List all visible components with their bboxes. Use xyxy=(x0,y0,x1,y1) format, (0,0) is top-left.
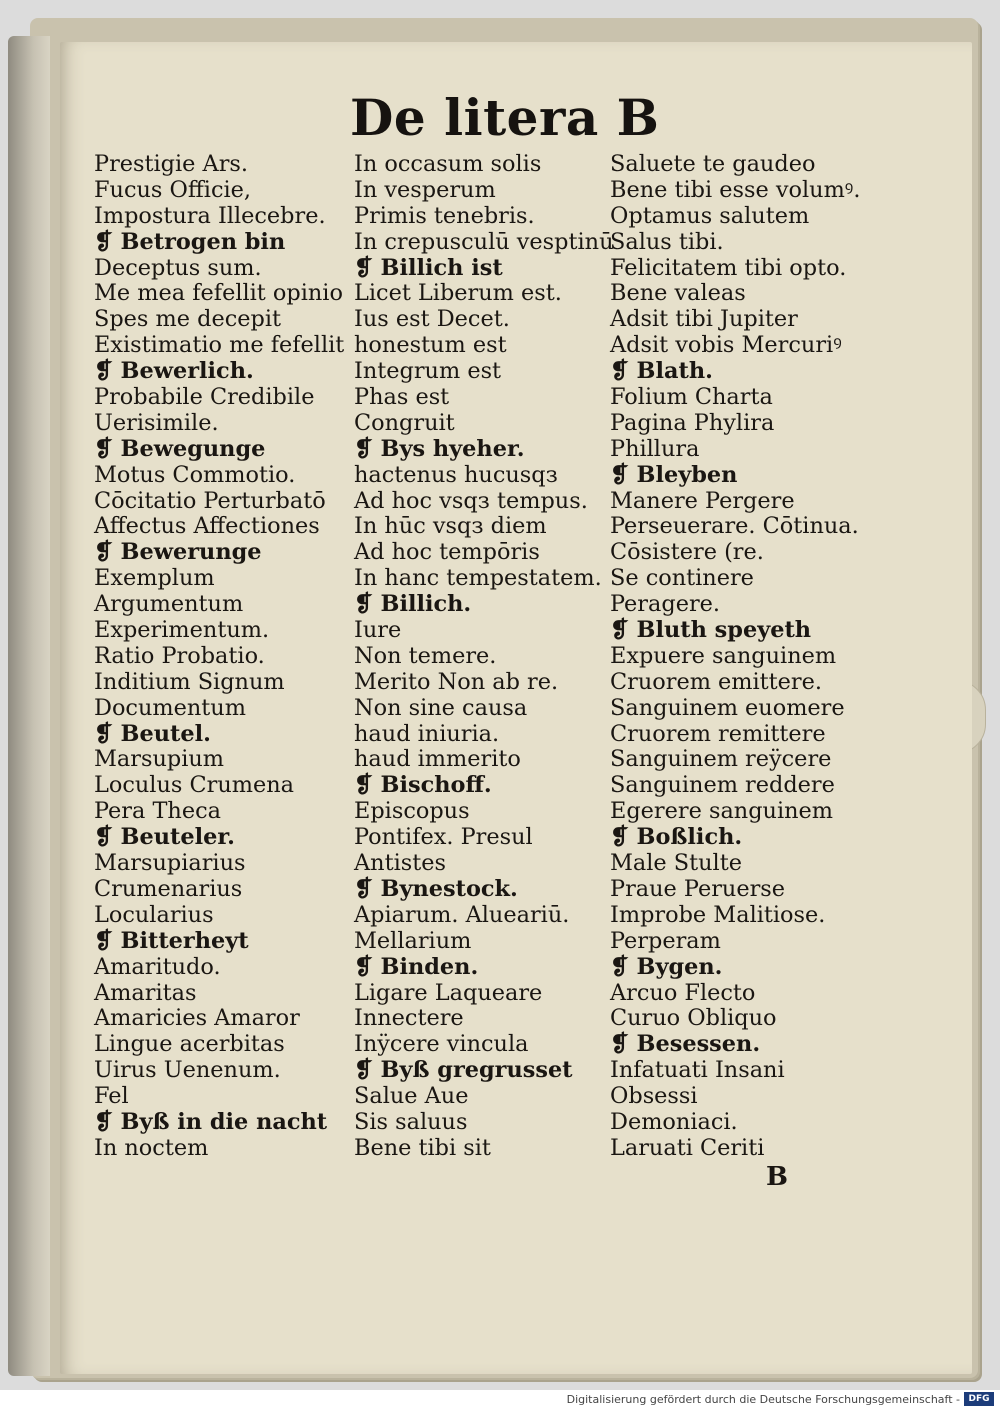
entry-line: Ad hoc vsqз tempus. xyxy=(354,487,588,514)
entry-heading: ❡ Bewerunge xyxy=(94,539,262,566)
entry-line: Integrum est xyxy=(354,358,502,385)
entry-line: Fucus Officie, xyxy=(94,176,252,203)
entry-line: Bene valeas xyxy=(610,280,746,307)
entry-line: Pera Theca xyxy=(94,798,221,825)
entry-heading: ❡ Byß gregrusset xyxy=(354,1057,573,1084)
entry-heading: ❡ Bitterheyt xyxy=(94,927,249,954)
entry-line: Iure xyxy=(354,617,402,644)
entry-line: Congruit xyxy=(354,409,455,436)
entry-line: Motus Commotio. xyxy=(94,461,296,488)
entry-line: haud immerito xyxy=(354,746,521,773)
entry-line: Sanguinem reddere xyxy=(610,772,835,799)
entry-line: In crepusculū vesptinū xyxy=(354,228,614,255)
entry-line: Peragere. xyxy=(610,591,721,618)
entry-line: Loculus Crumena xyxy=(94,772,295,799)
text-column-1 xyxy=(94,152,356,1162)
entry-heading: ❡ Bleyben xyxy=(610,461,738,488)
entry-line: Marsupiarius xyxy=(94,850,246,877)
entry-heading: ❡ Boßlich. xyxy=(610,824,743,851)
entry-line: Non temere. xyxy=(354,642,497,669)
entry-line: Deceptus sum. xyxy=(94,254,262,281)
entry-heading: ❡ Bys hyeher. xyxy=(354,435,525,462)
entry-heading: ❡ Bewegunge xyxy=(94,435,266,462)
entry-line: Amaritas xyxy=(94,979,197,1006)
entry-line: Praue Peruerse xyxy=(610,875,786,902)
entry-line: Experimentum. xyxy=(94,617,270,644)
entry-line: Male Stulte xyxy=(610,850,742,877)
entry-line: Licet Liberum est. xyxy=(354,280,562,307)
entry-line: Phas est xyxy=(354,384,450,411)
entry-line: Salus tibi. xyxy=(610,228,724,255)
entry-line: Exemplum xyxy=(94,565,215,592)
entry-line: Expuere sanguinem xyxy=(610,642,837,669)
entry-line: Crumenarius xyxy=(94,875,243,902)
entry-line: Apiarum. Alueariū. xyxy=(354,901,570,928)
entry-line: Sanguinem euomere xyxy=(610,694,845,721)
entry-line: Se continere xyxy=(610,565,754,592)
entry-heading: ❡ Bewerlich. xyxy=(94,358,254,385)
entry-line: Laruati Ceriti xyxy=(610,1134,765,1161)
entry-line: Existimatio me fefellit xyxy=(94,332,345,359)
text-column-3 xyxy=(610,152,872,1162)
entry-line: Uerisimile. xyxy=(94,409,219,436)
dfg-logo: DFG xyxy=(964,1392,994,1406)
entry-line: Spes me decepit xyxy=(94,306,281,333)
entry-line: honestum est xyxy=(354,332,507,359)
footer-credit: Digitalisierung gefördert durch die Deutsche Forschungsgemeinschaft - xyxy=(566,1393,960,1406)
entry-line: In noctem xyxy=(94,1134,209,1161)
entry-heading: ❡ Bygen. xyxy=(610,953,723,980)
entry-line: Bene tibi sit xyxy=(354,1134,491,1161)
entry-heading: ❡ Beutel. xyxy=(94,720,211,747)
entry-line: In vesperum xyxy=(354,176,496,203)
entry-line: Me mea fefellit opinio xyxy=(94,280,343,307)
entry-line: Obsessi xyxy=(610,1083,698,1110)
entry-line: Locularius xyxy=(94,901,214,928)
entry-line: Sis saluus xyxy=(354,1108,468,1135)
entry-line: Affectus Affectiones xyxy=(94,513,320,540)
entry-line: Pagina Phylira xyxy=(610,409,775,436)
entry-line: Pontifex. Presul xyxy=(354,824,533,851)
entry-line: Fel xyxy=(94,1083,129,1110)
entry-heading: ❡ Bischoff. xyxy=(354,772,492,799)
entry-line: Bene tibi esse volumꝰ. xyxy=(610,176,861,203)
entry-line: Adsit vobis Mercuriꝰ xyxy=(610,332,842,359)
book-spine xyxy=(8,36,50,1376)
entry-line: Cruorem emittere. xyxy=(610,668,823,695)
entry-line: Saluete te gaudeo xyxy=(610,151,816,177)
entry-line: Felicitatem tibi opto. xyxy=(610,254,847,281)
signature-mark: B xyxy=(766,1162,788,1192)
entry-line: Cruorem remittere xyxy=(610,720,826,747)
entry-line: Perperam xyxy=(610,927,721,954)
entry-line: Mellarium xyxy=(354,927,472,954)
entry-line: Inÿcere vincula xyxy=(354,1031,529,1058)
entry-line: Cōcitatio Perturbatō xyxy=(94,487,326,514)
entry-line: Infatuati Insani xyxy=(610,1057,785,1084)
entry-heading: ❡ Billich ist xyxy=(354,254,503,281)
entry-line: Documentum xyxy=(94,694,246,721)
entry-line: Antistes xyxy=(354,850,446,877)
entry-line: Arcuo Flecto xyxy=(610,979,756,1006)
entry-line: Ius est Decet. xyxy=(354,306,510,333)
entry-line: Merito Non ab re. xyxy=(354,668,559,695)
entry-line: Episcopus xyxy=(354,798,470,825)
page-heading: De litera B xyxy=(350,88,660,147)
entry-heading: ❡ Bluth speyeth xyxy=(610,617,812,644)
entry-heading: ❡ Besessen. xyxy=(610,1031,761,1058)
entry-line: Folium Charta xyxy=(610,384,773,411)
entry-heading: ❡ Beuteler. xyxy=(94,824,235,851)
entry-line: Prestigie Ars. xyxy=(94,151,249,177)
entry-line: Curuo Obliquo xyxy=(610,1005,777,1032)
entry-line: In occasum solis xyxy=(354,151,542,177)
entry-line: Uirus Uenenum. xyxy=(94,1057,281,1084)
text-column-2 xyxy=(354,151,614,1162)
entry-line: Phillura xyxy=(610,435,700,462)
entry-line: Egerere sanguinem xyxy=(610,798,834,825)
entry-line: Perseuerare. Cōtinua. xyxy=(610,513,859,540)
entry-heading: ❡ Betrogen bin xyxy=(94,228,286,255)
entry-line: Primis tenebris. xyxy=(354,202,535,229)
entry-line: Demoniaci. xyxy=(610,1108,738,1135)
entry-line: Cōsistere (re. xyxy=(610,539,764,566)
entry-heading: ❡ Billich. xyxy=(354,591,472,618)
entry-line: Adsit tibi Jupiter xyxy=(610,306,798,333)
entry-line: Amaricies Amaror xyxy=(94,1005,300,1032)
entry-line: In hanc tempestatem. xyxy=(354,565,602,592)
entry-line: Sanguinem reÿcere xyxy=(610,746,832,773)
entry-line: In hūc vsqз diem xyxy=(354,513,547,540)
entry-line: Manere Pergere xyxy=(610,487,795,514)
entry-line: Innectere xyxy=(354,1005,464,1032)
entry-line: Impostura Illecebre. xyxy=(94,202,326,229)
entry-heading: ❡ Blath. xyxy=(610,358,713,385)
entry-line: Optamus salutem xyxy=(610,202,810,229)
entry-line: Improbe Malitiose. xyxy=(610,901,826,928)
entry-line: Argumentum xyxy=(94,591,244,618)
entry-line: Ad hoc tempōris xyxy=(354,539,540,566)
entry-line: Ratio Probatio. xyxy=(94,642,265,669)
entry-line: Non sine causa xyxy=(354,694,528,721)
entry-line: Inditium Signum xyxy=(94,668,285,695)
entry-heading: ❡ Bynestock. xyxy=(354,875,518,902)
entry-line: Marsupium xyxy=(94,746,225,773)
entry-line: Salue Aue xyxy=(354,1083,469,1110)
entry-heading: ❡ Binden. xyxy=(354,953,479,980)
entry-line: Lingue acerbitas xyxy=(94,1031,285,1058)
entry-line: Amaritudo. xyxy=(94,953,221,980)
entry-line: Probabile Credibile xyxy=(94,384,315,411)
entry-line: Ligare Laqueare xyxy=(354,979,543,1006)
entry-line: hactenus hucusqз xyxy=(354,461,558,488)
entry-heading: ❡ Byß in die nacht xyxy=(94,1108,328,1135)
entry-line: haud iniuria. xyxy=(354,720,500,747)
